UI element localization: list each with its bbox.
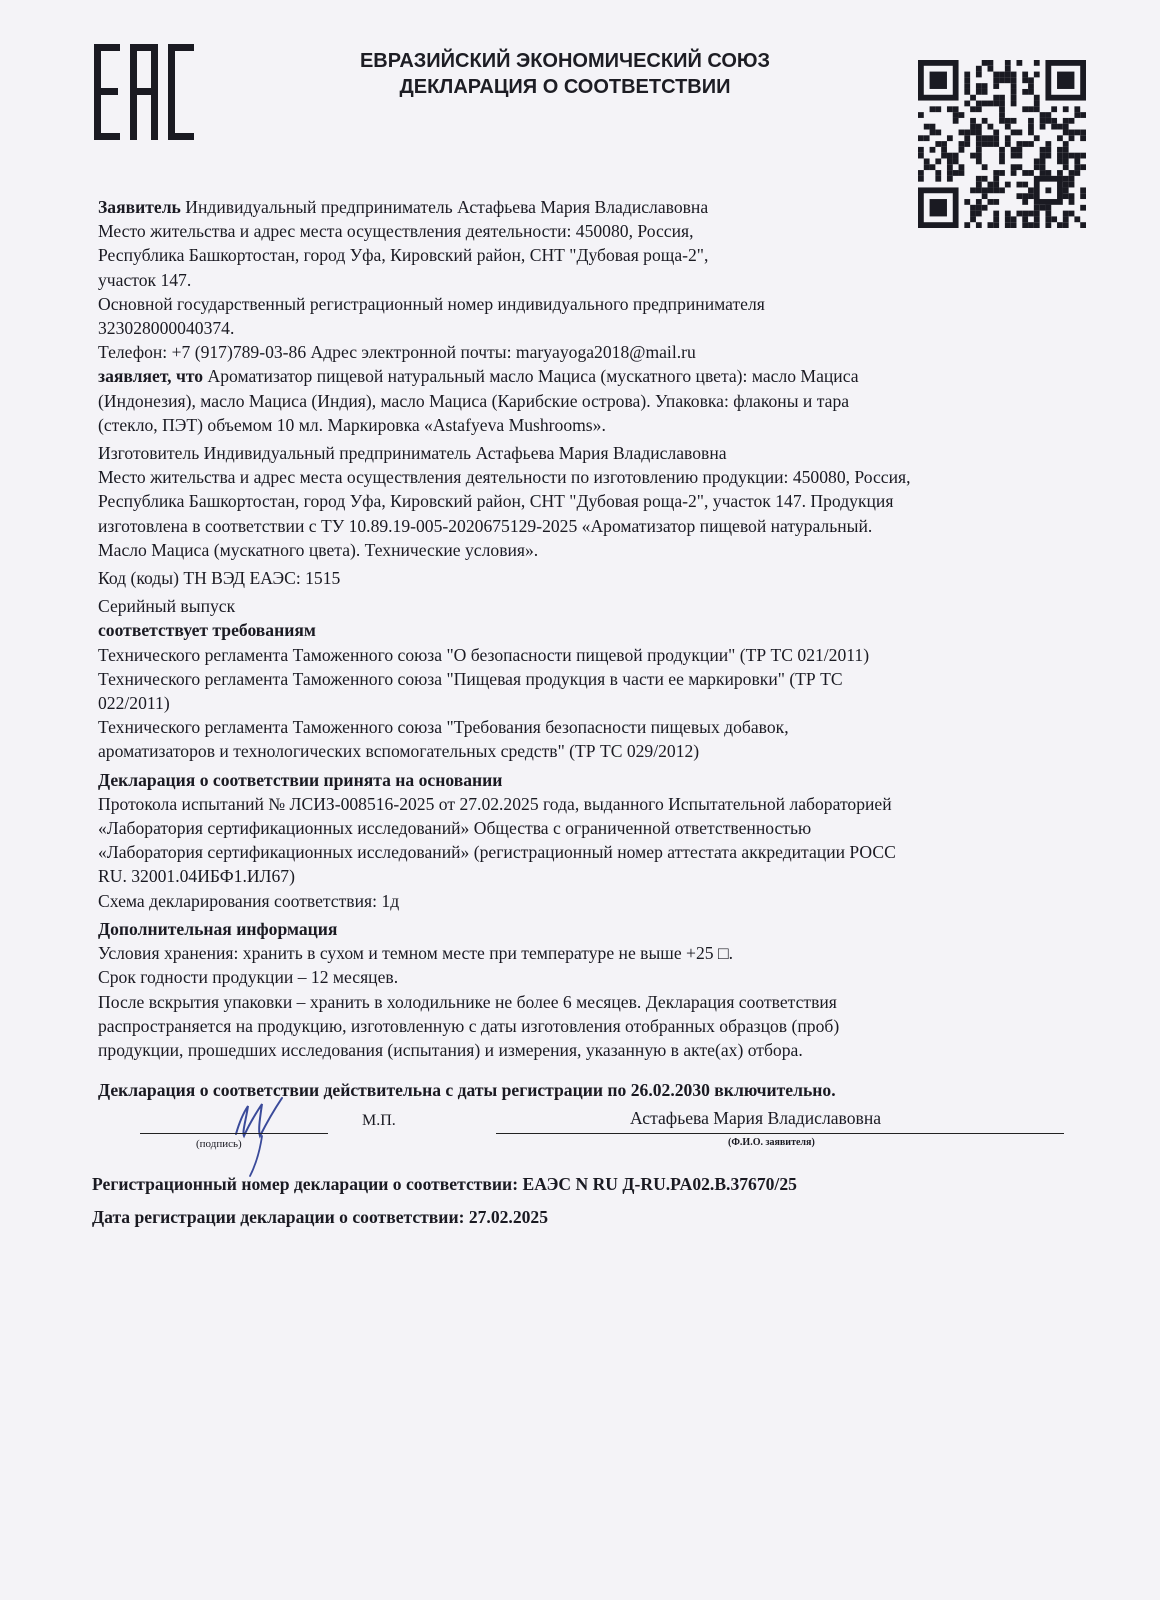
applicant-address-2: Республика Башкортостан, город Уфа, Кировский район, СНТ "Дубовая роща-2", [98, 245, 709, 266]
validity-statement: Декларация о соответствии действительна с даты регистрации по 26.02.2030 включительно. [98, 1080, 836, 1100]
basis-line-3: «Лаборатория сертификационных исследований» (регистрационный номер аттестата аккредитации РОСС [98, 842, 896, 863]
signature-caption: (подпись) [196, 1138, 242, 1150]
declares-line-1 [98, 364, 1068, 388]
signature-line [140, 1133, 328, 1134]
requirements-line-2: Технического регламента Таможенного союза "Пищевая продукция в части ее маркировки" (ТР ТС [98, 668, 843, 689]
registration-date: Дата регистрации декларации о соответствии: 27.02.2025 [92, 1207, 549, 1227]
document-header [250, 48, 880, 100]
applicant-name-line [496, 1133, 1064, 1134]
requirements-line-1: Технического регламента Таможенного союза "О безопасности пищевой продукции" (ТР ТС 021/2011) [98, 644, 870, 665]
additional-line-5: продукции, прошедших исследования (испытания) и измерения, указанную в акте(ах) отбора. [98, 1039, 803, 1060]
manufacturer-line-4: изготовлена в соответствии с ТУ 10.89.19-005-2020675129-2025 «Ароматизатор пищевой натуральный. [98, 515, 873, 536]
manufacturer-line-1: Изготовитель Индивидуальный предприниматель Астафьева Мария Владиславовна [98, 443, 727, 464]
declares-line-2: (Индонезия), масло Мациса (Индия), масло Мациса (Карибские острова). Упаковка: флаконы и тара [98, 390, 850, 411]
release-type: Серийный выпуск [98, 596, 236, 617]
declares-label: заявляет, что [98, 366, 204, 387]
basis-line-1: Протокола испытаний № ЛСИЗ-008516-2025 от 27.02.2025 года, выданного Испытательной лабораторией [98, 793, 892, 814]
declaration-scheme: Схема декларирования соответствия: 1д [98, 890, 400, 911]
declares-text: Ароматизатор пищевой натуральный масло Мациса (мускатного цвета): масло Мациса [203, 366, 859, 387]
requirements-line-3: 022/2011) [98, 693, 170, 714]
applicant-full-name: Астафьева Мария Владиславовна [630, 1108, 882, 1128]
basis-heading: Декларация о соответствии принята на основании [98, 769, 503, 790]
declaration-title: ДЕКЛАРАЦИЯ О СООТВЕТСТВИИ [399, 76, 731, 98]
applicant-name-caption: (Ф.И.О. заявителя) [728, 1137, 815, 1148]
applicant-contacts: Телефон: +7 (917)789-03-86 Адрес электронной почты: maryayoga2018@mail.ru [98, 342, 696, 363]
stamp-place-label: М.П. [362, 1112, 396, 1129]
manufacturer-line-2: Место жительства и адрес места осуществления деятельности по изготовлению продукции: 450080, Россия, [98, 467, 911, 488]
applicant-line [98, 195, 1068, 219]
additional-line-2: Срок годности продукции – 12 месяцев. [98, 967, 399, 988]
requirements-line-4: Технического регламента Таможенного союза "Требования безопасности пищевых добавок, [98, 717, 789, 738]
applicant-label: Заявитель [98, 197, 181, 217]
eac-logo [94, 44, 194, 140]
additional-line-4: распространяется на продукцию, изготовленную с даты изготовления отобранных образцов (проб) [98, 1015, 840, 1036]
manufacturer-line-3: Республика Башкортостан, город Уфа, Кировский район, СНТ "Дубовая роща-2", участок 147. Продукция [98, 491, 894, 512]
declaration-body [98, 195, 1068, 1062]
applicant-ogrnip-1: Основной государственный регистрационный номер индивидуального предпринимателя [98, 293, 765, 314]
additional-line-1: Условия хранения: хранить в сухом и темном месте при температуре не выше +25 □. [98, 943, 733, 964]
applicant-address-1: Место жительства и адрес места осуществления деятельности: 450080, Россия, [98, 221, 694, 242]
declares-line-3: (стекло, ПЭТ) объемом 10 мл. Маркировка «Astafyeva Mushrooms». [98, 414, 606, 435]
applicant-ogrnip-2: 323028000040374. [98, 318, 235, 339]
additional-heading: Дополнительная информация [98, 918, 338, 939]
applicant-address-3: участок 147. [98, 269, 192, 290]
union-title: ЕВРАЗИЙСКИЙ ЭКОНОМИЧЕСКИЙ СОЮЗ [359, 50, 771, 72]
hs-codes: Код (коды) ТН ВЭД ЕАЭС: 1515 [98, 568, 341, 589]
registration-number: Регистрационный номер декларации о соответствии: ЕАЭС N RU Д-RU.PA02.B.37670/25 [92, 1174, 797, 1194]
handwritten-signature [222, 1090, 292, 1180]
requirements-heading: соответствует требованиям [98, 620, 316, 641]
basis-line-2: «Лаборатория сертификационных исследований» Общества с ограниченной ответственностью [98, 818, 812, 839]
manufacturer-line-5: Масло Мациса (мускатного цвета). Технические условия». [98, 539, 539, 560]
requirements-line-5: ароматизаторов и технологических вспомогательных средств" (ТР ТС 029/2012) [98, 741, 700, 762]
additional-line-3: После вскрытия упаковки – хранить в холодильнике не более 6 месяцев. Декларация соответствия [98, 991, 837, 1012]
applicant-name: Индивидуальный предприниматель Астафьева Мария Владиславовна [180, 197, 709, 217]
basis-line-4: RU. 32001.04ИБФ1.ИЛ67) [98, 866, 295, 887]
